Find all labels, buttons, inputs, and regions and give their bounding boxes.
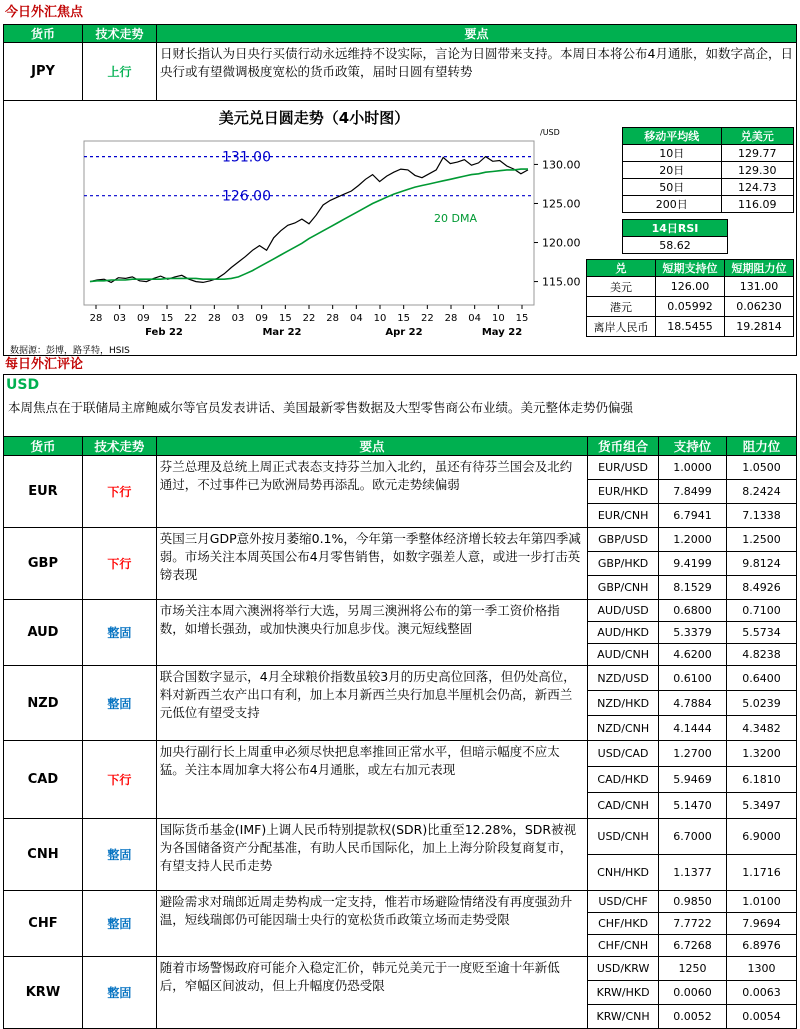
support-value: 1.1377 xyxy=(659,855,727,891)
sr-label: 美元 xyxy=(587,277,656,297)
support-value: 0.6800 xyxy=(659,600,727,622)
resistance-value: 8.4926 xyxy=(727,576,797,600)
sr-label: 离岸人民币 xyxy=(587,317,656,337)
header-points: 要点 xyxy=(157,25,797,43)
ma-label: 10日 xyxy=(623,145,722,162)
ma-header: 移动平均线 xyxy=(623,128,722,145)
level-label: 126.00 xyxy=(222,188,271,205)
ma-value: 129.77 xyxy=(721,145,793,162)
pair-name: USD/CHF xyxy=(588,891,659,913)
row-points: 避险需求对瑞郎近周走势构成一定支持，惟若市场避险情绪没有再度强劲升温，短线瑞郎仍可能因瑞士央行的宽松货币政策立场而走势受限 xyxy=(156,891,587,957)
pair-name: EUR/CNH xyxy=(588,504,659,528)
table-row xyxy=(4,741,797,767)
x-tick-label: 04 xyxy=(349,313,363,324)
pair-name: GBP/HKD xyxy=(588,552,659,576)
row-currency: CHF xyxy=(4,891,83,957)
x-tick-label: 03 xyxy=(231,313,245,324)
y-tick-label: 130.00 xyxy=(542,158,581,172)
header-resistance: 阻力位 xyxy=(727,437,797,456)
support-value: 4.1444 xyxy=(659,716,727,741)
table-row xyxy=(4,600,797,622)
pair-name: USD/CNH xyxy=(588,819,659,855)
pair-name: GBP/CNH xyxy=(588,576,659,600)
x-tick-label: 28 xyxy=(89,313,103,324)
month-label: Apr 22 xyxy=(385,327,423,338)
x-tick-label: 15 xyxy=(160,313,174,324)
today-title: 今日外汇焦点 xyxy=(5,5,84,20)
resistance-value: 1.0500 xyxy=(727,456,797,480)
resistance-value: 4.3482 xyxy=(727,716,797,741)
table-row xyxy=(4,891,797,913)
support-value: 6.7268 xyxy=(659,935,727,957)
resistance-value: 5.5734 xyxy=(727,622,797,644)
chart-panel xyxy=(3,101,797,356)
row-points: 联合国数字显示，4月全球粮价指数虽较3月的历史高位回落，但仍处高位，料对新西兰农产出口有利，加上本月新西兰央行加息半厘机会仍高，新西兰元低位有望受支持 xyxy=(156,666,587,741)
header-support: 支持位 xyxy=(659,437,727,456)
row-currency: KRW xyxy=(4,957,83,1029)
jpy-currency: JPY xyxy=(4,43,83,101)
jpy-table xyxy=(3,24,797,101)
usd-box xyxy=(3,374,797,437)
ma-value: 129.30 xyxy=(721,162,793,179)
x-tick-label: 03 xyxy=(113,313,127,324)
resistance-value: 9.8124 xyxy=(727,552,797,576)
resistance-value: 4.8238 xyxy=(727,644,797,666)
x-tick-label: 10 xyxy=(373,313,387,324)
row-currency: NZD xyxy=(4,666,83,741)
data-source: 数据源：彭博，路孚特，HSIS xyxy=(10,346,130,356)
pair-name: GBP/USD xyxy=(588,528,659,552)
pair-name: KRW/HKD xyxy=(588,981,659,1005)
sr-header-resistance: 短期阻力位 xyxy=(725,260,794,277)
row-trend: 整固 xyxy=(82,891,156,957)
sr-support: 0.05992 xyxy=(656,297,725,317)
resistance-value: 0.7100 xyxy=(727,600,797,622)
pair-name: EUR/USD xyxy=(588,456,659,480)
ma-label: 20日 xyxy=(623,162,722,179)
rsi-value: 58.62 xyxy=(623,237,728,254)
row-currency: AUD xyxy=(4,600,83,666)
resistance-value: 5.0239 xyxy=(727,691,797,716)
support-value: 5.3379 xyxy=(659,622,727,644)
jpy-points: 日财长指认为日央行买债行动永远维持不设实际，言论为日圆带来支持。本周日本将公布4月通胀，如数字高企，日央行或有望微调极度宽松的货币政策，届时日圆有望转势 xyxy=(157,43,797,101)
y-tick-label: 115.00 xyxy=(542,275,581,289)
pair-name: CHF/HKD xyxy=(588,913,659,935)
ma-label: 50日 xyxy=(623,179,722,196)
header-pair: 货币组合 xyxy=(588,437,659,456)
header-points: 要点 xyxy=(156,437,587,456)
row-currency: CAD xyxy=(4,741,83,819)
table-row xyxy=(4,819,797,855)
pair-name: USD/CAD xyxy=(588,741,659,767)
table-row xyxy=(4,528,797,552)
sr-resistance: 131.00 xyxy=(725,277,794,297)
pair-name: AUD/HKD xyxy=(588,622,659,644)
resistance-value: 5.3497 xyxy=(727,793,797,819)
x-tick-label: 22 xyxy=(184,313,198,324)
usd-text: 本周焦点在于联储局主席鲍威尔等官员发表讲话、美国最新零售数据及大型零售商公布业绩。美元整体走势仍偏强 xyxy=(8,400,634,415)
x-tick-label: 15 xyxy=(515,313,529,324)
x-tick-label: 09 xyxy=(255,313,269,324)
header-trend: 技术走势 xyxy=(83,25,157,43)
rsi-table xyxy=(622,219,728,254)
usd-currency: USD xyxy=(6,377,40,393)
support-value: 5.9469 xyxy=(659,767,727,793)
row-trend: 整固 xyxy=(82,666,156,741)
support-value: 5.1470 xyxy=(659,793,727,819)
ma-label: 200日 xyxy=(623,196,722,213)
dma-label: 20 DMA xyxy=(434,212,477,226)
resistance-value: 1300 xyxy=(727,957,797,981)
resistance-value: 0.0063 xyxy=(727,981,797,1005)
pair-name: AUD/USD xyxy=(588,600,659,622)
sr-resistance: 19.2814 xyxy=(725,317,794,337)
ma-table xyxy=(622,127,794,213)
support-value: 4.6200 xyxy=(659,644,727,666)
table-row xyxy=(4,666,797,691)
support-value: 1.2000 xyxy=(659,528,727,552)
resistance-value: 1.1716 xyxy=(727,855,797,891)
review-title: 每日外汇评论 xyxy=(5,357,84,372)
row-currency: GBP xyxy=(4,528,83,600)
support-value: 7.7722 xyxy=(659,913,727,935)
x-tick-label: 22 xyxy=(420,313,434,324)
ma-value: 124.73 xyxy=(721,179,793,196)
jpy-trend: 上行 xyxy=(83,43,157,101)
resistance-value: 6.8976 xyxy=(727,935,797,957)
row-points: 英国三月GDP意外按月萎缩0.1%，今年第一季整体经济增长较去年第四季减弱。市场关注本周英国公布4月零售销售，如数字强差人意，或进一步打击英镑表现 xyxy=(156,528,587,600)
pair-name: USD/KRW xyxy=(588,957,659,981)
support-value: 6.7941 xyxy=(659,504,727,528)
row-trend: 下行 xyxy=(82,456,156,528)
sr-support: 18.5455 xyxy=(656,317,725,337)
row-trend: 下行 xyxy=(82,528,156,600)
row-trend: 下行 xyxy=(82,741,156,819)
sr-resistance: 0.06230 xyxy=(725,297,794,317)
sr-header-vs: 兑 xyxy=(587,260,656,277)
row-points: 芬兰总理及总统上周正式表态支持芬兰加入北约，虽还有待芬兰国会及北约通过，不过事件已为欧洲局势再添乱。欧元走势续偏弱 xyxy=(156,456,587,528)
resistance-value: 7.9694 xyxy=(727,913,797,935)
y-tick-label: 125.00 xyxy=(542,197,581,211)
header-trend: 技术走势 xyxy=(82,437,156,456)
resistance-value: 8.2424 xyxy=(727,480,797,504)
ma-value: 116.09 xyxy=(721,196,793,213)
pair-name: NZD/CNH xyxy=(588,716,659,741)
table-row xyxy=(4,957,797,981)
pair-name: AUD/CNH xyxy=(588,644,659,666)
month-label: May 22 xyxy=(481,327,523,338)
support-value: 9.4199 xyxy=(659,552,727,576)
x-tick-label: 28 xyxy=(444,313,458,324)
support-value: 0.0052 xyxy=(659,1005,727,1029)
x-tick-label: 22 xyxy=(302,313,316,324)
support-value: 0.6100 xyxy=(659,666,727,691)
support-value: 7.8499 xyxy=(659,480,727,504)
sr-support: 126.00 xyxy=(656,277,725,297)
usdjpy-chart xyxy=(4,123,594,351)
resistance-value: 7.1338 xyxy=(727,504,797,528)
resistance-value: 6.1810 xyxy=(727,767,797,793)
row-points: 国际货币基金(IMF)上调人民币特别提款权(SDR)比重至12.28%，SDR被视为各国储备资产分配基准，有助人民币国际化，加上上海分阶段复商复市，有望支持人民币走势 xyxy=(156,819,587,891)
row-points: 加央行副行长上周重申必须尽快把息率推回正常水平，但暗示幅度不应太猛。关注本周加拿大将公布4月通胀，或左右加元表现 xyxy=(156,741,587,819)
header-currency: 货币 xyxy=(4,25,83,43)
support-value: 0.0060 xyxy=(659,981,727,1005)
pair-name: NZD/HKD xyxy=(588,691,659,716)
row-trend: 整固 xyxy=(82,957,156,1029)
x-tick-label: 09 xyxy=(136,313,150,324)
row-trend: 整固 xyxy=(82,600,156,666)
pair-name: CHF/CNH xyxy=(588,935,659,957)
currency-table xyxy=(3,436,797,1029)
pair-name: CAD/CNH xyxy=(588,793,659,819)
x-tick-label: 15 xyxy=(278,313,292,324)
row-points: 随着市场警惕政府可能介入稳定汇价，韩元兑美元于一度贬至逾十年新低后，窄幅区间波动，但上升幅度仍恐受限 xyxy=(156,957,587,1029)
table-row xyxy=(4,456,797,480)
x-tick-label: 28 xyxy=(207,313,221,324)
resistance-value: 1.2500 xyxy=(727,528,797,552)
support-value: 1250 xyxy=(659,957,727,981)
sr-label: 港元 xyxy=(587,297,656,317)
support-value: 8.1529 xyxy=(659,576,727,600)
rsi-label: 14日RSI xyxy=(623,220,728,237)
row-trend: 整固 xyxy=(82,819,156,891)
support-value: 6.7000 xyxy=(659,819,727,855)
support-value: 4.7884 xyxy=(659,691,727,716)
level-label: 131.00 xyxy=(222,149,271,166)
resistance-value: 0.6400 xyxy=(727,666,797,691)
support-value: 1.2700 xyxy=(659,741,727,767)
resistance-value: 1.3200 xyxy=(727,741,797,767)
row-currency: CNH xyxy=(4,819,83,891)
month-label: Feb 22 xyxy=(145,327,183,338)
x-tick-label: 10 xyxy=(491,313,505,324)
resistance-value: 1.0100 xyxy=(727,891,797,913)
x-tick-label: 15 xyxy=(397,313,411,324)
resistance-value: 6.9000 xyxy=(727,819,797,855)
header-currency: 货币 xyxy=(4,437,83,456)
ma-header-value: 兑美元 xyxy=(721,128,793,145)
row-currency: EUR xyxy=(4,456,83,528)
pair-name: CAD/HKD xyxy=(588,767,659,793)
support-value: 1.0000 xyxy=(659,456,727,480)
resistance-value: 0.0054 xyxy=(727,1005,797,1029)
support-resistance-table xyxy=(586,259,794,337)
chart-title: 美元兑日圆走势（4小时图） xyxy=(218,109,410,127)
pair-name: CNH/HKD xyxy=(588,855,659,891)
row-points: 市场关注本周六澳洲将举行大选，另周三澳洲将公布的第一季工资价格指数，如增长强劲，或加快澳央行加息步伐。澳元短线整固 xyxy=(156,600,587,666)
x-tick-label: 04 xyxy=(468,313,482,324)
sr-header-support: 短期支持位 xyxy=(656,260,725,277)
x-tick-label: 28 xyxy=(326,313,340,324)
y-tick-label: 120.00 xyxy=(542,236,581,250)
pair-name: KRW/CNH xyxy=(588,1005,659,1029)
month-label: Mar 22 xyxy=(262,327,302,338)
support-value: 0.9850 xyxy=(659,891,727,913)
unit-label: /USD xyxy=(540,128,560,137)
pair-name: EUR/HKD xyxy=(588,480,659,504)
pair-name: NZD/USD xyxy=(588,666,659,691)
